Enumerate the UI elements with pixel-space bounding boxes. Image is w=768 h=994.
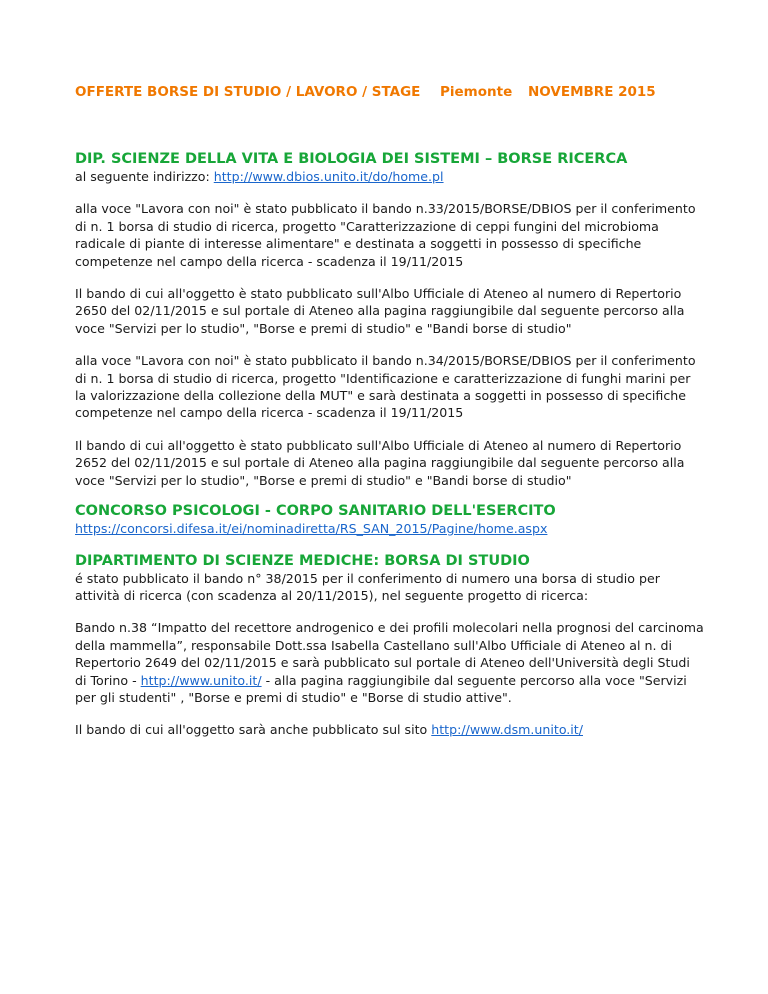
psicologi-link-line [75, 520, 705, 537]
dsm-paragraph-2 [75, 619, 705, 706]
document-content [75, 150, 705, 754]
section-title-dbios: DIP. SCIENZE DELLA VITA E BIOLOGIA DEI SISTEMI – BORSE RICERCA [75, 151, 628, 167]
section-title-psicologi: CONCORSO PSICOLOGI - CORPO SANITARIO DELL'ESERCITO [75, 503, 556, 520]
dbios-address [75, 168, 705, 185]
unito-link[interactable]: http://www.unito.it/ [140, 672, 262, 688]
header-region: Piemonte [440, 84, 513, 100]
section-title-scienze-mediche: DIPARTIMENTO DI SCIENZE MEDICHE: BORSA DI STUDIO [75, 552, 530, 569]
dbios-paragraph-1: alla voce "Lavora con noi" è stato pubblicato il bando n.33/2015/BORSE/DBIOS per il conferimento di n. 1 borsa di studio di ricerca, progetto "Caratterizzazione di ceppi fungini del microbioma radicale di piante di interesse alimentare" e destinata a soggetti in possesso di specifiche competenze nel campo della ricerca - scadenza il 19/11/2015 [75, 201, 696, 269]
dsm-paragraph-3 [75, 721, 705, 738]
dsm-link[interactable]: http://www.dsm.unito.it/ [431, 722, 583, 738]
dsm-paragraph-1: é stato pubblicato il bando n° 38/2015 per il conferimento di numero una borsa di studio per attività di ricerca (con scadenza al 20/11/2015), nel seguente progetto di ricerca: [75, 570, 660, 603]
dbios-paragraph-2: Il bando di cui all'oggetto è stato pubblicato sull'Albo Ufficiale di Ateneo al numero di Repertorio 2650 del 02/11/2015 e sul portale di Ateneo alla pagina raggiungibile dal seguente percorso alla voce "Servizi per lo studio", "Borse e premi di studio" e "Bandi borse di studio" [75, 286, 685, 336]
dsm-paragraph-3-prefix: Il bando di cui all'oggetto sarà anche pubblicato sul sito [75, 722, 432, 738]
header-title: OFFERTE BORSE DI STUDIO / LAVORO / STAGE [75, 84, 421, 100]
dbios-paragraph-4: Il bando di cui all'oggetto è stato pubblicato sull'Albo Ufficiale di Ateneo al numero di Repertorio 2652 del 02/11/2015 e sul portale di Ateneo alla pagina raggiungibile dal seguente percorso alla voce "Servizi per lo studio", "Borse e premi di studio" e "Bandi borse di studio" [75, 437, 685, 488]
dbios-address-prefix: al seguente indirizzo: [75, 169, 214, 184]
dsm-paragraph-2-b: - alla pagina raggiungibile dal seguente percorso alla voce "Servizi per gli studenti" , "Borse e premi di studio" e "Borse di studio attive". [75, 672, 687, 705]
dsm-paragraph-2-a: Bando n.38 “Impatto del recettore androgenico e dei profili molecolari nella prognosi del carcinoma della mammella”, responsabile Dott.ssa Isabella Castellano sull'Albo Ufficiale di Ateneo al n. di Repertorio 2649 del 02/11/2015 e sarà pubblicato sul portale di Ateneo dell'Università degli Studi di Torino - [75, 620, 704, 688]
header-month: NOVEMBRE 2015 [528, 84, 656, 100]
dbios-paragraph-3: alla voce "Lavora con noi" è stato pubblicato il bando n.34/2015/BORSE/DBIOS per il conferimento di n. 1 borsa di studio di ricerca, progetto "Identificazione e caratterizzazione di funghi marini per la valorizzazione della collezione della MUT" e sarà destinata a soggetti in possesso di specifiche competenze nel campo della ricerca - scadenza il 19/11/2015 [75, 353, 696, 421]
dbios-link[interactable]: http://www.dbios.unito.it/do/home.pl [213, 169, 444, 184]
psicologi-link[interactable]: https://concorsi.difesa.it/ei/nominadiretta/RS_SAN_2015/Pagine/home.aspx [75, 521, 548, 537]
